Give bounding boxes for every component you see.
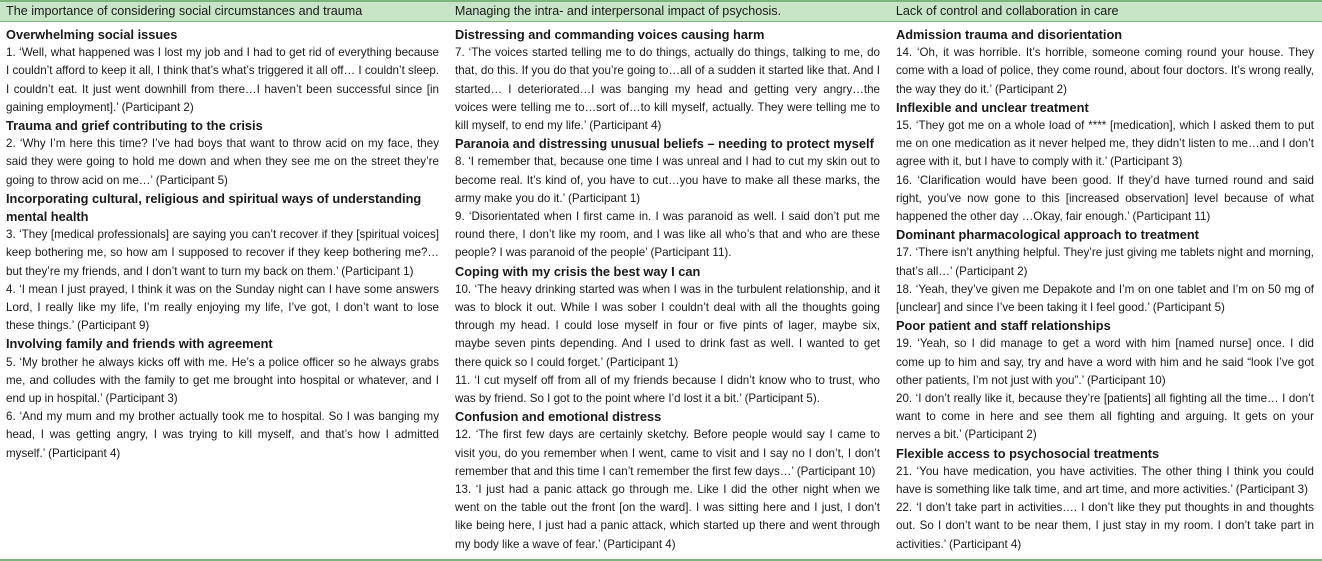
participant-quote: 1. ‘Well, what happened was I lost my job and I had to get rid of everything because I couldn’t afford to keep it all, I think that’s what’s triggered it all off… I couldn’t sleep. I couldn’t eat. It just went downhill from there…I haven’t been successful since [in gaining employment].’ (Participant 2) <box>6 46 439 114</box>
column-header: The importance of considering social circumstances and trauma <box>6 4 363 18</box>
participant-quote: 8. ‘I remember that, because one time I was unreal and I had to cut my skin out to become real. It’s kind of, you have to cut…you have to make all these marks, the army make you do it.’ (Participant 1) <box>455 155 880 205</box>
participant-quote: 17. ‘There isn’t anything helpful. They’re just giving me tablets night and morning, that’s all…’ (Participant 2) <box>896 246 1314 278</box>
subtheme-title: Admission trauma and disorientation <box>896 27 1123 42</box>
theme-column <box>449 26 890 554</box>
subtheme-title: Paranoia and distressing unusual beliefs – needing to protect myself <box>455 136 874 152</box>
subtheme-title: Flexible access to psychosocial treatments <box>896 445 1160 461</box>
subtheme-title: Trauma and grief contributing to the crisis <box>6 118 263 134</box>
participant-quote: 12. ‘The first few days are certainly sketchy. Before people would say I came to visit you, do you remember when I went, came to visit and I say no I don’t, I don’t remember that and this time I can’t remember the first few days…’ (Participant 10) <box>455 428 880 478</box>
column-header: Managing the intra- and interpersonal impact of psychosis. <box>454 4 782 18</box>
column-header: Lack of control and collaboration in care <box>895 4 1119 18</box>
participant-quote: 6. ‘And my mum and my brother actually took me to hospital. So I was banging my head, I was getting angry, I was trying to kill myself, and that’s how I admitted myself.’ (Participant 4) <box>6 410 439 460</box>
participant-quote: 21. ‘You have medication, you have activities. The other thing I think you could have is something like talk time, and art time, and more activities.’ (Participant 3) <box>896 464 1314 497</box>
subtheme-title: Incorporating cultural, religious and spiritual ways of understanding mental health <box>6 190 422 225</box>
participant-quote: 15. ‘They got me on a whole load of **** [medication], which I asked them to put me on one medication as it never helped me, they didn’t listen to me…and I don’t agree with it, but I have to comply with it.’ (Participant 3) <box>896 119 1314 169</box>
subtheme-title: Inflexible and unclear treatment <box>896 99 1089 115</box>
subtheme-title: Poor patient and staff relationships <box>896 318 1111 334</box>
theme-column <box>890 26 1322 554</box>
participant-quote: 22. ‘I don’t take part in activities…. I don’t like they put thoughts in and thoughts out. So I don’t want to be near them, I just stay in my room. I don’t take part in activities.’ (Participant 4) <box>896 501 1314 551</box>
participant-quote: 10. ‘The heavy drinking started was when I was in the turbulent relationship, and it was to block it out. While I was sober I couldn’t deal with all the thoughts going through my head. I could lose myself in four or five pints of lager, maybe six, maybe seven pints depending. And I used to drink fast as well. I wanted to get there quick so I could forget.’ (Participant 1) <box>455 282 880 369</box>
subtheme-title: Distressing and commanding voices causing harm <box>455 27 765 42</box>
participant-quote: 5. ‘My brother he always kicks off with me. He’s a police officer so he always grabs me, and colludes with the family to get me brought into hospital or whatever, and I end up in hospital.’ (Participant 3) <box>6 355 439 406</box>
participant-quote: 14. ‘Oh, it was horrible. It’s horrible, someone coming round your house. They come with a load of police, they come round, about four doctors. It’s wrong really, the way they do it.’ (Participant 2) <box>896 46 1314 96</box>
subtheme-title: Involving family and friends with agreement <box>6 336 273 352</box>
participant-quote: 18. ‘Yeah, they’ve given me Depakote and I’m on one tablet and I’m on 50 mg of [unclear] and since I’ve been taking it I feel good.’ (Participant 5) <box>896 282 1314 315</box>
subtheme-title: Dominant pharmacological approach to treatment <box>896 227 1199 243</box>
participant-quote: 20. ‘I don’t really like it, because they’re [patients] all fighting all the time… I don’t want to come in here and see them all fighting and arguing. It gets on your nerves a bit.’ (Participant 2) <box>896 392 1314 442</box>
participant-quote: 16. ‘Clarification would have been good. If they’d have turned round and said right, you’ve now gone to this [increased observation] level because of what happened the other day …Okay, fair enough.’ (Participant 11) <box>896 173 1314 224</box>
subtheme-title: Confusion and emotional distress <box>455 409 662 425</box>
participant-quote: 19. ‘Yeah, so I did manage to get a word with him [named nurse] once. I did come up to him and say, try and have a word with him and he said “look I’ve got other patients, I’m not just with you”.’ (Participant 10) <box>896 337 1314 387</box>
participant-quote: 9. ‘Disorientated when I first came in. I was paranoid as well. I said don’t put me round there, I don’t like my room, and I was like all who’s that and who are these people? I was paranoid of the people’ (Participant 11). <box>455 210 880 260</box>
participant-quote: 11. ‘I cut myself off from all of my friends because I didn’t know who to trust, who was by friend. So I got to the point where I’d lost it a bit.’ (Participant 5). <box>455 373 880 406</box>
theme-column <box>0 26 449 554</box>
participant-quote: 2. ‘Why I’m here this time? I’ve had boys that want to throw acid on my face, they said they were going to hold me down and when they see me on the street they’re going to throw acid on me…’ (Participant 5) <box>6 137 439 187</box>
table-header <box>0 0 1322 22</box>
subtheme-title: Coping with my crisis the best way I can <box>455 263 701 279</box>
participant-quote: 7. ‘The voices started telling me to do things, actually do things, talking to me, do that, do this. If you do that you’re going to…all of a sudden it started like that. And I started… I deteriorated…I was banging my head and getting very angry…the voices were telling me to…sort of…to kill myself, actually. They were telling me to kill myself, to end my life.’ (Participant 4) <box>455 46 880 133</box>
participant-quote: 4. ‘I mean I just prayed, I think it was on the Sunday night can I have some answers Lord, I really like my life, I’m really enjoying my life, I’ve got, I don’t want to lose these things.’ (Participant 9) <box>6 282 439 333</box>
participant-quote: 13. ‘I just had a panic attack go through me. Like I did the other night when we went on the table out the front [on the ward]. I was sitting here and I just, I don’t like being here, I just had a panic attack, which started up there and went through my body like a wave of fear.’ (Participant 4) <box>455 483 880 551</box>
table-body <box>0 22 1322 554</box>
subtheme-title: Overwhelming social issues <box>6 27 178 42</box>
participant-quote: 3. ‘They [medical professionals] are saying you can’t recover if they [spiritual voices] keep bothering me, so how am I supposed to recover if they keep bothering me?…but they’re my friends, and I don’t want to turn my back on them.’ (Participant 1) <box>6 228 439 278</box>
